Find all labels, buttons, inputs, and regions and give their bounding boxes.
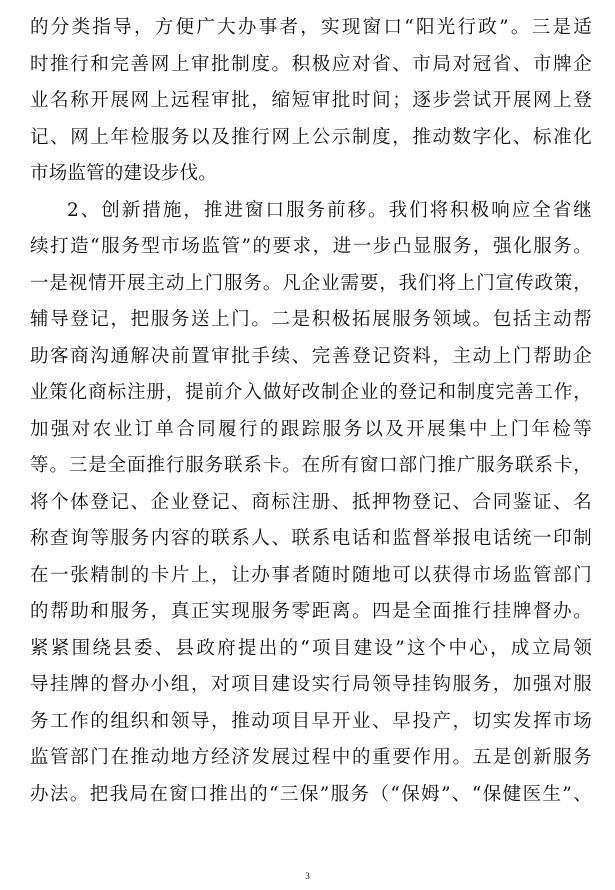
text-line: 一是视情开展主动上门服务。凡企业需要，我们将上门宣传政策， bbox=[30, 272, 592, 294]
text-line: 的帮助和服务，真正实现服务零距离。四是全面推行挂牌督办。 bbox=[30, 601, 592, 622]
text-line: 务工作的组织和领导，推动项目早开业、早投产，切实发挥市场 bbox=[30, 710, 592, 732]
text-line: 时推行和完善网上审批制度。积极应对省、市局对冠省、市牌企 bbox=[30, 53, 592, 75]
text-line: 等。三是全面推行服务联系卡。在所有窗口部门推广服务联系卡， bbox=[30, 455, 592, 476]
document-body bbox=[30, 10, 592, 813]
text-line: 的分类指导，方便广大办事者，实现窗口“阳光行政”。三是适 bbox=[30, 17, 592, 38]
text-line: 将个体登记、企业登记、商标注册、抵押物登记、合同鉴证、名 bbox=[30, 491, 592, 513]
text-line: 业名称开展网上远程审批，缩短审批时间；逐步尝试开展网上登 bbox=[30, 90, 592, 111]
text-line: 办法。把我局在窗口推出的“三保”服务（“保姆”、“保健医生”、 bbox=[30, 783, 592, 805]
text-line: 导挂牌的督办小组，对项目建设实行局领导挂钩服务，加强对服 bbox=[30, 674, 592, 695]
paragraph-start-line: 2、创新措施，推进窗口服务前移。我们将积极响应全省继 bbox=[67, 199, 592, 221]
text-line: 监管部门在推动地方经济发展过程中的重要作用。五是创新服务 bbox=[30, 747, 592, 768]
text-line: 加强对农业订单合同履行的跟踪服务以及开展集中上门年检等 bbox=[30, 418, 592, 440]
text-line: 辅导登记，把服务送上门。二是积极拓展服务领域。包括主动帮 bbox=[30, 309, 592, 330]
text-line: 续打造“服务型市场监管”的要求，进一步凸显服务，强化服务。 bbox=[30, 236, 592, 257]
text-line: 称查询等服务内容的联系人、联系电话和监督举报电话统一印制 bbox=[30, 528, 592, 549]
text-line: 市场监管的建设步伐。 bbox=[30, 163, 218, 184]
text-line: 紧紧围绕县委、县政府提出的“项目建设”这个中心，成立局领 bbox=[30, 637, 592, 659]
page-number: 3 bbox=[305, 871, 310, 881]
text-line: 在一张精制的卡片上，让办事者随时随地可以获得市场监管部门 bbox=[30, 564, 592, 586]
text-line: 业策化商标注册，提前介入做好改制企业的登记和制度完善工作， bbox=[30, 382, 592, 403]
text-line: 记、网上年检服务以及推行网上公示制度，推动数字化、标准化 bbox=[30, 126, 592, 148]
text-line: 助客商沟通解决前置审批手续、完善登记资料，主动上门帮助企 bbox=[30, 345, 592, 367]
